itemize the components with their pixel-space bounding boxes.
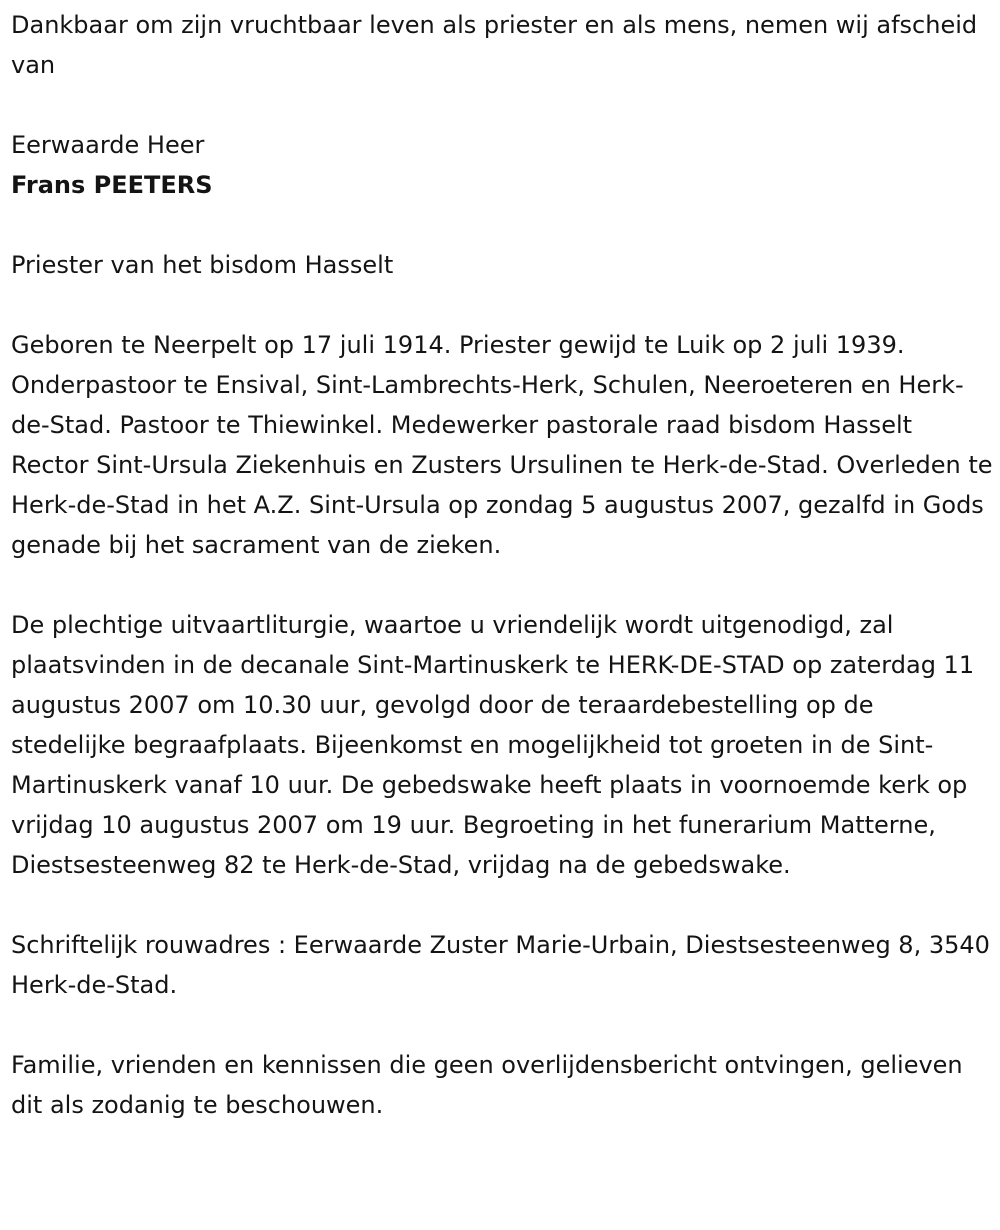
funeral-paragraph: De plechtige uitvaartliturgie, waartoe u vriendelijk wordt uitgenodigd, zal plaatsvinden in de decanale Sint-Martinuskerk te HERK-DE-STAD op zaterdag 11 augustus 2007 om 10.30 uur, gevolgd door de teraardebestelling op de stedelijke begraafplaats. Bijeenkomst en mogelijkheid tot groeten in de Sint-Martinuskerk vanaf 10 uur. De gebedswake heeft plaats in voornoemde kerk op vrijdag 10 augustus 2007 om 19 uur. Begroeting in het funerarium Matterne, Diestsesteenweg 82 te Herk-de-Stad, vrijdag na de gebedswake. (11, 611, 975, 879)
obituary-notice (11, 5, 993, 1165)
role-text: Priester van het bisdom Hasselt (11, 251, 394, 279)
intro-text: Dankbaar om zijn vruchtbaar leven als priester en als mens, nemen wij afscheid van (11, 11, 978, 79)
honorific: Eerwaarde Heer (11, 131, 205, 159)
deceased-name: Frans PEETERS (11, 171, 213, 199)
closing-paragraph: Familie, vrienden en kennissen die geen overlijdensbericht ontvingen, gelieven dit als zodanig te beschouwen. (11, 1051, 963, 1119)
biography-paragraph: Geboren te Neerpelt op 17 juli 1914. Priester gewijd te Luik op 2 juli 1939. Onderpastoor te Ensival, Sint-Lambrechts-Herk, Schulen, Neeroeteren en Herk-de-Stad. Pastoor te Thiewinkel. Medewerker pastorale raad bisdom Hasselt Rector Sint-Ursula Ziekenhuis en Zusters Ursulinen te Herk-de-Stad. Overleden te Herk-de-Stad in het A.Z. Sint-Ursula op zondag 5 augustus 2007, gezalfd in Gods genade bij het sacrament van de zieken. (11, 331, 993, 559)
address-paragraph: Schriftelijk rouwadres : Eerwaarde Zuster Marie-Urbain, Diestsesteenweg 8, 3540 Herk-de-Stad. (11, 931, 990, 999)
